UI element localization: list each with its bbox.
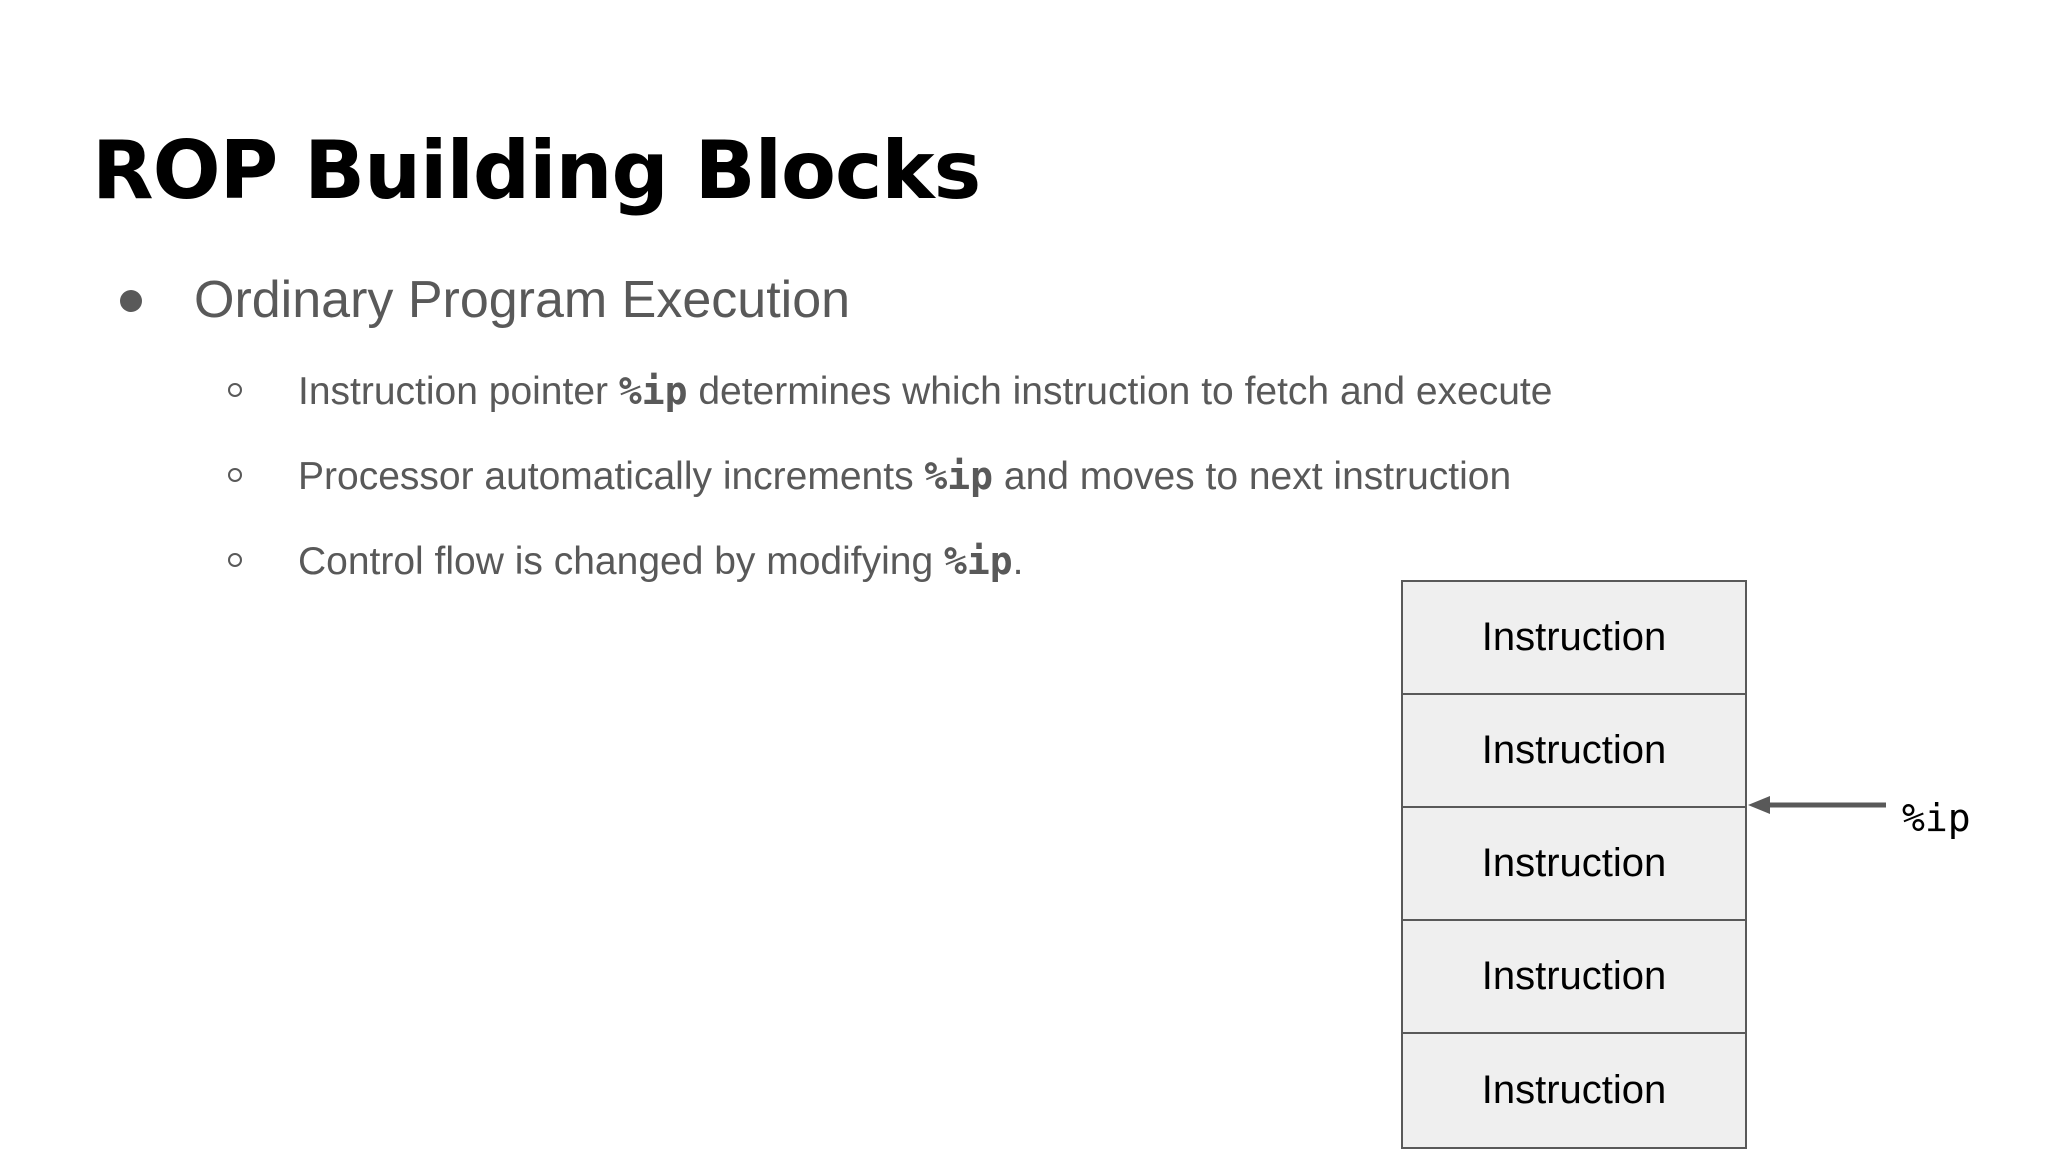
- instruction-cell: Instruction: [1403, 808, 1745, 921]
- sub-bullet-text-after: .: [1012, 540, 1024, 583]
- ip-pointer-label: %ip: [1902, 796, 1971, 840]
- bullet-dot-icon: [120, 290, 142, 312]
- instruction-stack: [1401, 580, 1747, 1149]
- sub-bullet-text-before: Processor automatically increments: [298, 455, 925, 498]
- bullet-main-text: Ordinary Program Execution: [194, 271, 851, 329]
- hollow-circle-bullet-icon: [228, 383, 242, 397]
- sub-bullet-text: [298, 448, 1511, 505]
- arrow-head: [1748, 796, 1770, 814]
- hollow-circle-bullet-icon: [228, 468, 242, 482]
- slide-title: ROP Building Blocks: [92, 124, 981, 217]
- sub-bullet-text-after: determines which instruction to fetch and execute: [687, 370, 1553, 413]
- sub-bullet-code: %ip: [618, 369, 688, 413]
- instruction-cell: Instruction: [1403, 582, 1745, 695]
- instruction-cell: Instruction: [1403, 695, 1745, 808]
- left-arrow-icon: [1748, 790, 1888, 820]
- instruction-cell: Instruction: [1403, 921, 1745, 1034]
- hollow-circle-bullet-icon: [228, 553, 242, 567]
- sub-bullet-code: %ip: [924, 454, 994, 498]
- sub-bullet-text-after: and moves to next instruction: [993, 455, 1512, 498]
- sub-bullet-text-before: Instruction pointer: [298, 370, 619, 413]
- instruction-cell: Instruction: [1403, 1034, 1745, 1147]
- sub-bullet-text: [298, 533, 1023, 590]
- sub-bullet-text: [298, 363, 1552, 420]
- sub-bullet-code: %ip: [944, 539, 1013, 583]
- sub-bullet-text-before: Control flow is changed by modifying: [298, 540, 944, 583]
